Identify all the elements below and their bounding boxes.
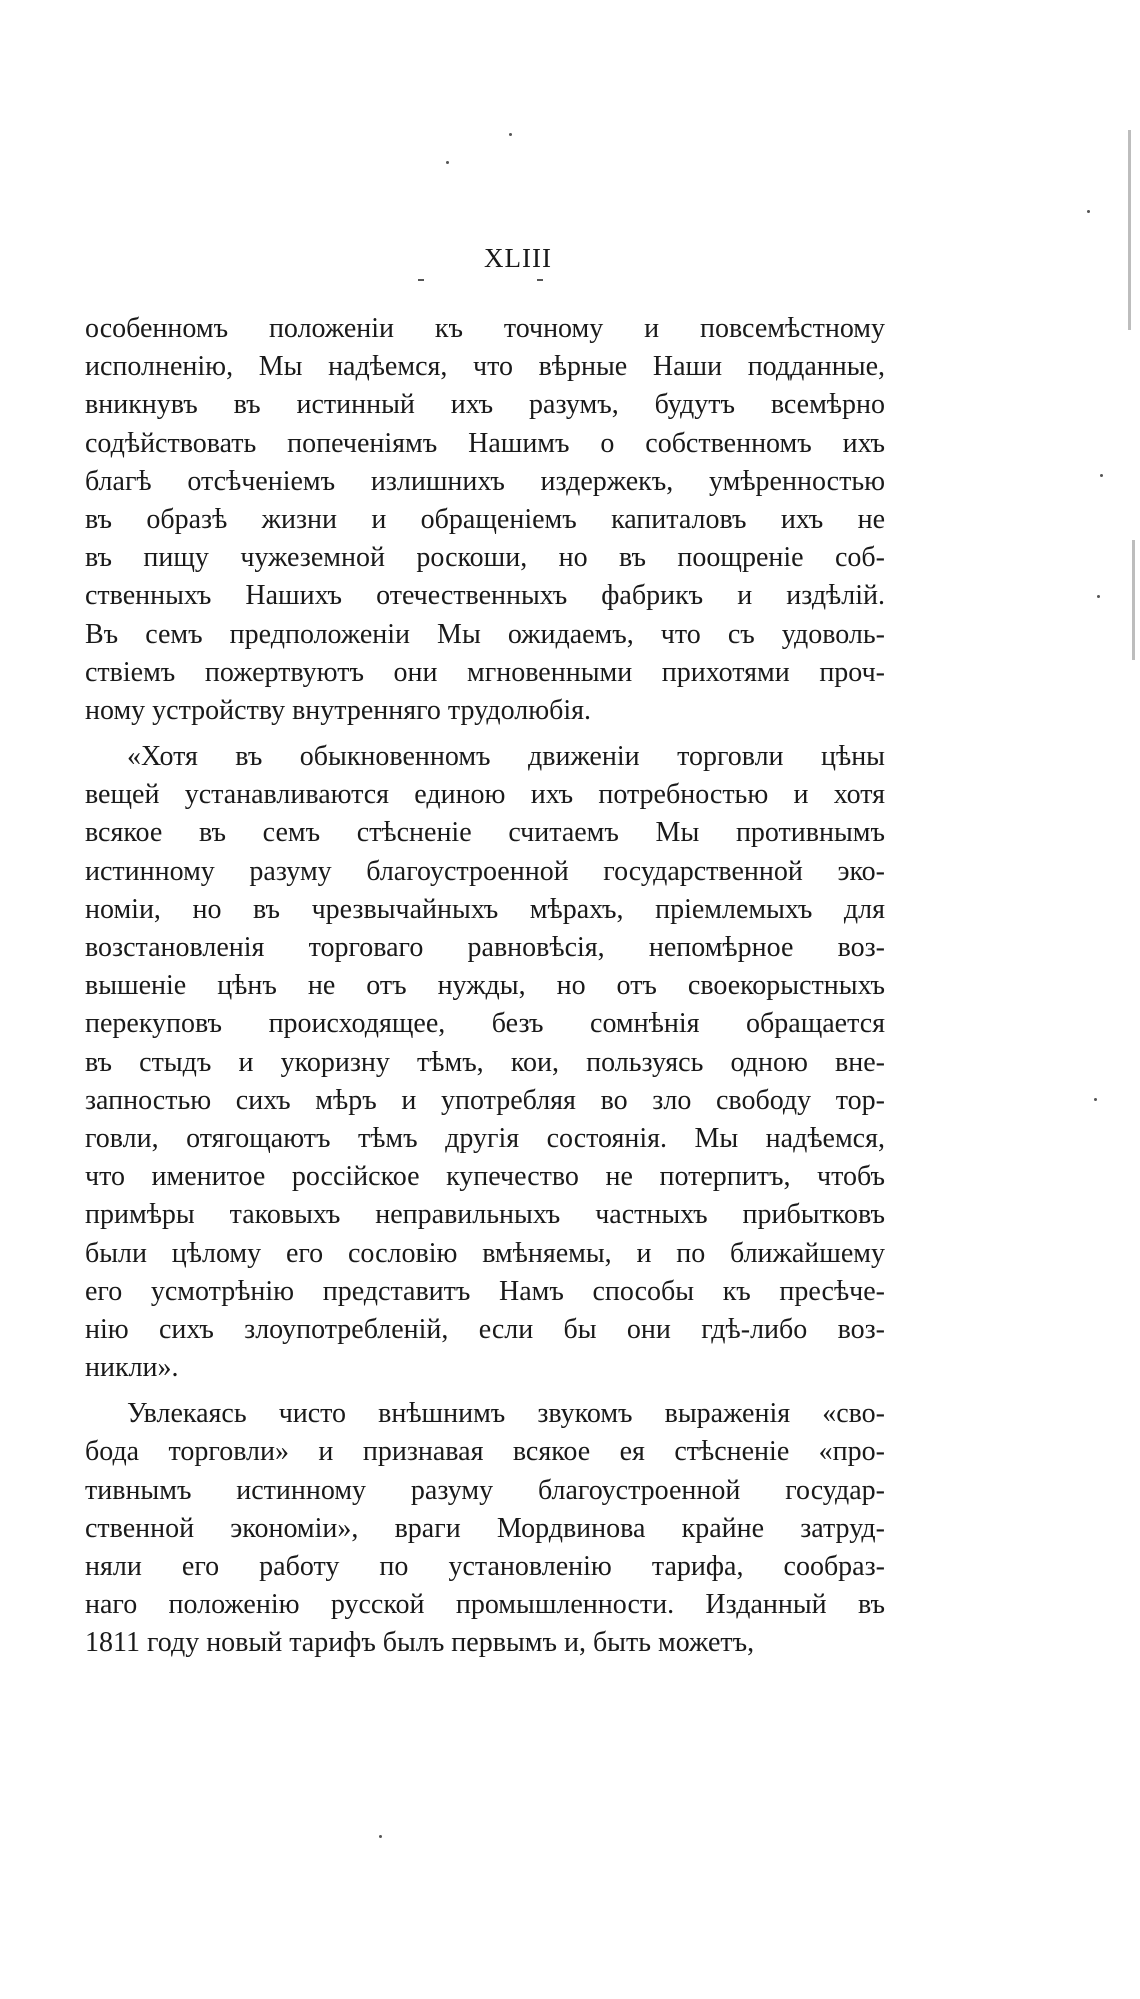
text-line: въ пищу чужеземной роскоши, но въ поощреніе соб- bbox=[85, 542, 885, 574]
scan-speck bbox=[537, 279, 543, 281]
page-edge-mark bbox=[1128, 130, 1131, 330]
page-edge-mark bbox=[1132, 540, 1135, 660]
scan-speck bbox=[418, 279, 424, 281]
scan-speck bbox=[1097, 595, 1100, 598]
scan-speck bbox=[509, 133, 512, 136]
page-number: XLIII bbox=[484, 243, 552, 273]
text-line: вышеніе цѣнъ не отъ нужды, но отъ своекорыстныхъ bbox=[85, 970, 885, 1002]
text-line: возстановленія торговаго равновѣсія, непомѣрное воз- bbox=[85, 932, 885, 963]
text-line: всякое въ семъ стѣсненіе считаемъ Мы противнымъ bbox=[85, 817, 885, 849]
text-line: Въ семъ предположеніи Мы ожидаемъ, что съ удоволь- bbox=[85, 618, 885, 650]
text-line: ствіемъ пожертвуютъ они мгновенными прихотями проч- bbox=[85, 656, 885, 688]
text-line: никли». bbox=[85, 1352, 179, 1384]
scan-speck bbox=[446, 161, 449, 164]
text-line: Увлекаясь чисто внѣшнимъ звукомъ выраженія «сво- bbox=[127, 1398, 885, 1430]
text-line: ственныхъ Нашихъ отечественныхъ фабрикъ и издѣлій. bbox=[85, 580, 885, 612]
text-line: перекуповъ происходящее, безъ сомнѣнія обращается bbox=[85, 1008, 885, 1040]
text-line: «Хотя въ обыкновенномъ движеніи торговли цѣны bbox=[127, 741, 885, 773]
scan-speck bbox=[1094, 1098, 1097, 1101]
paragraph-gap bbox=[85, 730, 885, 738]
text-line: говли, отягощаютъ тѣмъ другія состоянія. Мы надѣемся, bbox=[85, 1122, 885, 1154]
text-line: благѣ отсѣченіемъ излишнихъ издержекъ, умѣренностью bbox=[85, 465, 885, 497]
text-line: содѣйствовать попеченіямъ Нашимъ о собственномъ ихъ bbox=[85, 427, 885, 459]
text-line: вникнувъ въ истинный ихъ разумъ, будутъ всемѣрно bbox=[85, 389, 885, 421]
text-line: 1811 году новый тарифъ былъ первымъ и, быть можетъ, bbox=[85, 1627, 755, 1659]
text-line: наго положенію русской промышленности. Изданный въ bbox=[85, 1589, 885, 1621]
scan-speck bbox=[379, 1835, 382, 1838]
text-line: нію сихъ злоупотребленій, если бы они гдѣ-либо воз- bbox=[85, 1313, 885, 1345]
text-line: его усмотрѣнію представитъ Намъ способы къ пресѣче- bbox=[85, 1275, 885, 1307]
text-line: тивнымъ истинному разуму благоустроенной государ- bbox=[85, 1474, 885, 1506]
text-line: что именитое россійское купечество не потерпитъ, чтобъ bbox=[85, 1161, 885, 1193]
text-line: въ образѣ жизни и обращеніемъ капиталовъ ихъ не bbox=[85, 503, 885, 535]
paragraph-gap bbox=[85, 1387, 885, 1395]
text-line: особенномъ положеніи къ точному и повсемѣстному bbox=[85, 313, 885, 344]
text-line: примѣры таковыхъ неправильныхъ частныхъ прибытковъ bbox=[85, 1199, 885, 1231]
body-text bbox=[85, 310, 885, 1663]
scan-speck bbox=[1087, 210, 1090, 213]
text-line: ственной экономіи», враги Мордвинова крайне затруд- bbox=[85, 1512, 885, 1544]
text-line: бода торговли» и признавая всякое ея стѣсненіе «про- bbox=[85, 1436, 885, 1468]
text-line: няли его работу по установленію тарифа, сообраз- bbox=[85, 1551, 885, 1582]
text-line: исполненію, Мы надѣемся, что вѣрные Наши подданные, bbox=[85, 351, 885, 383]
scan-speck bbox=[1100, 474, 1103, 477]
text-line: запностью сихъ мѣръ и употребляя во зло свободу тор- bbox=[85, 1084, 885, 1116]
text-line: ному устройству внутренняго трудолюбія. bbox=[85, 694, 592, 726]
text-line: вещей устанавливаются единою ихъ потребностью и хотя bbox=[85, 779, 885, 811]
text-line: въ стыдъ и укоризну тѣмъ, кои, пользуясь одною вне- bbox=[85, 1046, 885, 1078]
text-line: номіи, но въ чрезвычайныхъ мѣрахъ, пріемлемыхъ для bbox=[85, 893, 885, 925]
text-line: были цѣлому его сословію вмѣняемы, и по ближайшему bbox=[85, 1237, 885, 1269]
text-line: истинному разуму благоустроенной государственной эко- bbox=[85, 855, 885, 887]
